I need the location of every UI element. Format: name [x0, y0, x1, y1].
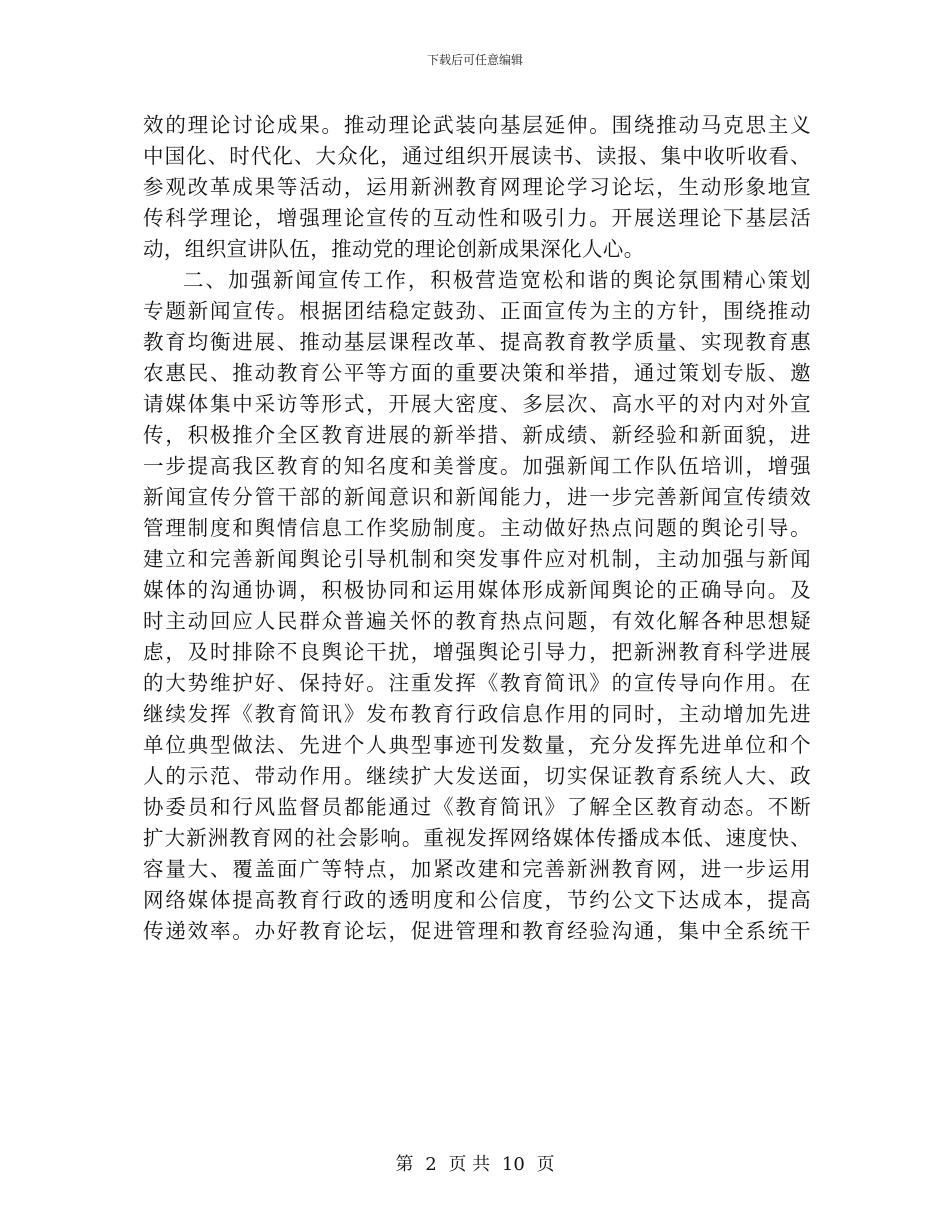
body-line: 动，组织宣讲队伍，推动党的理论创新成果深化人心。 [143, 237, 645, 261]
document-body [143, 110, 811, 947]
body-line: 媒体的沟通协调，积极协同和运用媒体形成新闻舆论的正确导向。及 [143, 578, 811, 602]
body-line: 效的理论讨论成果。推动理论武装向基层延伸。围绕推动马克思主义 [143, 113, 811, 137]
body-line: 网络媒体提高教育行政的透明度和公信度，节约公文下达成本，提高 [143, 888, 811, 912]
body-line: 扩大新洲教育网的社会影响。重视发挥网络媒体传播成本低、速度快、 [143, 826, 811, 850]
body-line: 虑，及时排除不良舆论干扰，增强舆论引导力，把新洲教育科学进展 [143, 640, 811, 664]
body-line: 传，积极推介全区教育进展的新举措、新成绩、新经验和新面貌，进 [143, 423, 811, 447]
page-number-footer [0, 1153, 950, 1177]
page-header: 下载后可任意编辑 [426, 53, 523, 67]
body-line: 的大势维护好、保持好。注重发挥《教育简讯》的宣传导向作用。在 [143, 671, 811, 695]
body-line: 人的示范、带动作用。继续扩大发送面，切实保证教育系统人大、政 [143, 764, 811, 788]
body-line: 一步提高我区教育的知名度和美誉度。加强新闻工作队伍培训，增强 [143, 454, 811, 478]
body-line: 农惠民、推动教育公平等方面的重要决策和举措，通过策划专版、邀 [143, 361, 811, 385]
body-line: 参观改革成果等活动，运用新洲教育网理论学习论坛，生动形象地宣 [143, 175, 811, 199]
footer-prefix: 第 [395, 1154, 414, 1175]
body-line: 教育均衡进展、推动基层课程改革、提高教育教学质量、实现教育惠 [143, 330, 811, 354]
body-line: 传递效率。办好教育论坛，促进管理和教育经验沟通，集中全系统干 [143, 919, 811, 943]
body-line: 专题新闻宣传。根据团结稳定鼓劲、正面宣传为主的方针，围绕推动 [143, 299, 811, 323]
current-page-number: 2 [425, 1154, 437, 1175]
section-heading-line: 二、加强新闻宣传工作，积极营造宽松和谐的舆论氛围精心策划 [183, 268, 811, 292]
body-line: 容量大、覆盖面广等特点，加紧改建和完善新洲教育网，进一步运用 [143, 857, 811, 881]
body-line: 继续发挥《教育简讯》发布教育行政信息作用的同时，主动增加先进 [143, 702, 811, 726]
body-line: 协委员和行风监督员都能通过《教育简讯》了解全区教育动态。不断 [143, 795, 811, 819]
body-line: 管理制度和舆情信息工作奖励制度。主动做好热点问题的舆论引导。 [143, 516, 811, 540]
footer-middle: 页 共 [448, 1154, 491, 1175]
body-line: 单位典型做法、先进个人典型事迹刊发数量，充分发挥先进单位和个 [143, 733, 811, 757]
body-line: 时主动回应人民群众普遍关怀的教育热点问题，有效化解各种思想疑 [143, 609, 811, 633]
body-line: 请媒体集中采访等形式，开展大密度、多层次、高水平的对内对外宣 [143, 392, 811, 416]
body-line: 建立和完善新闻舆论引导机制和突发事件应对机制，主动加强与新闻 [143, 547, 811, 571]
total-page-count: 10 [501, 1154, 525, 1175]
body-line: 新闻宣传分管干部的新闻意识和新闻能力，进一步完善新闻宣传绩效 [143, 485, 811, 509]
body-line: 中国化、时代化、大众化，通过组织开展读书、读报、集中收听收看、 [143, 144, 811, 168]
footer-suffix: 页 [536, 1154, 555, 1175]
body-line: 传科学理论，增强理论宣传的互动性和吸引力。开展送理论下基层活 [143, 206, 811, 230]
